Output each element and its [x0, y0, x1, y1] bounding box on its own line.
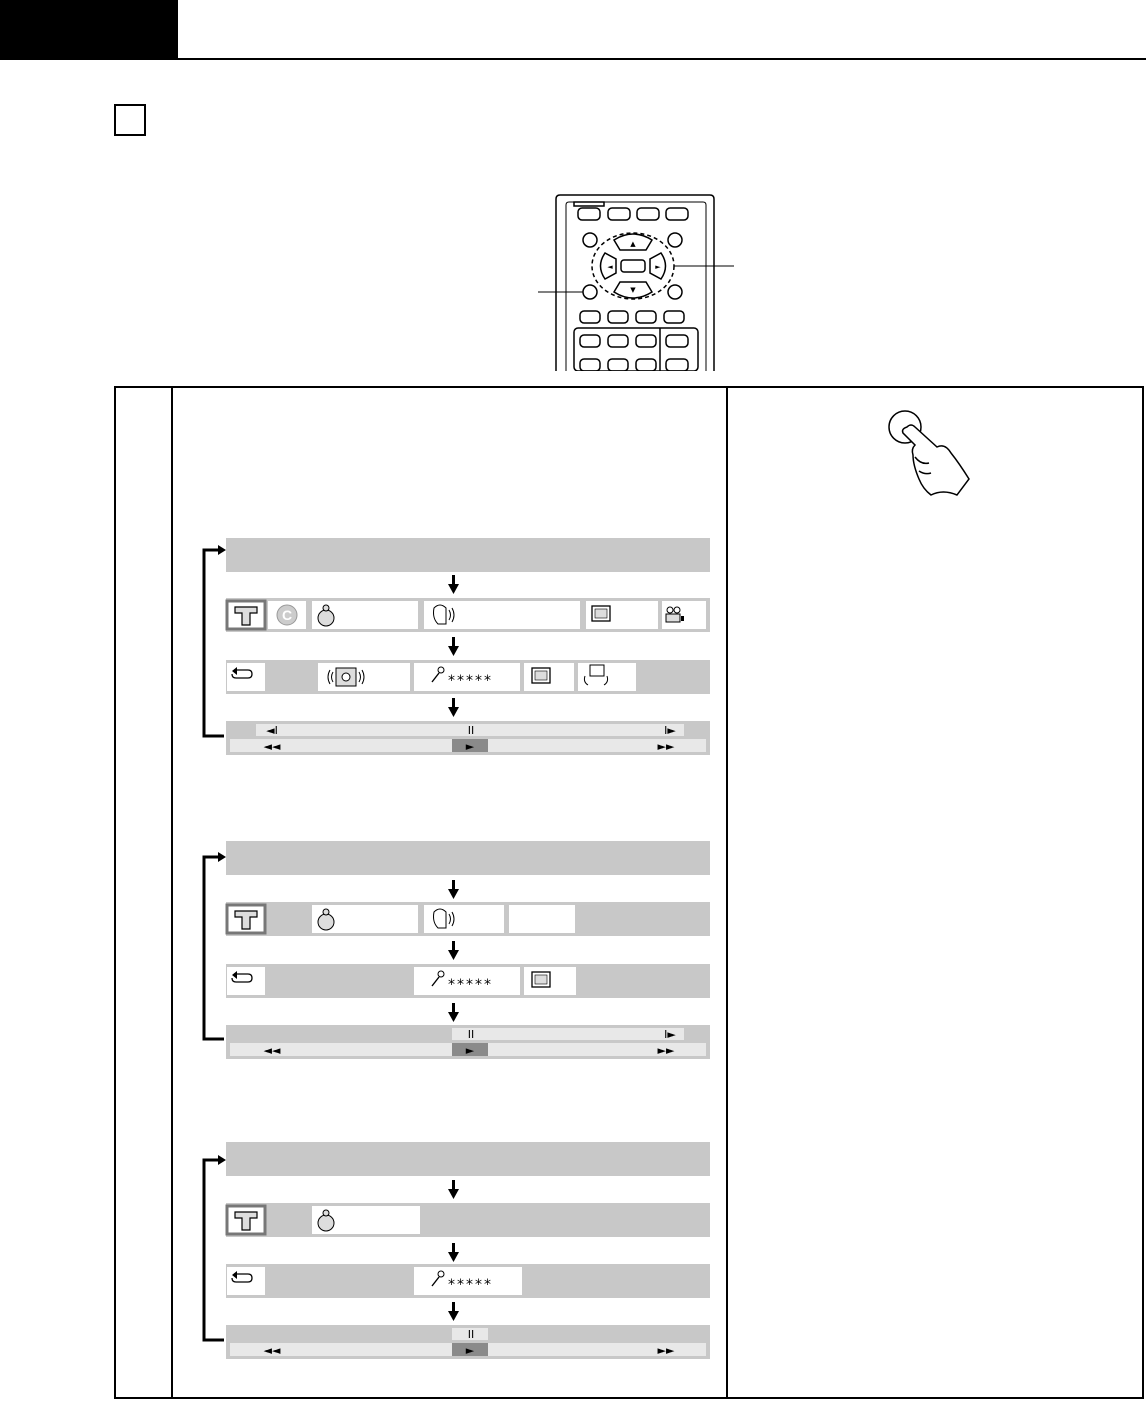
remote-left-glyph: ◄: [607, 263, 613, 271]
fast-forward-icon: ►►: [657, 740, 675, 753]
skip-back-icon: ◄I: [266, 724, 278, 737]
subtitle-icon: [592, 606, 610, 621]
menu-cycle-diagram-2: [196, 837, 716, 1062]
header-rule: [0, 58, 1146, 60]
table-column-divider: [171, 386, 173, 1399]
remote-up-glyph: ▲: [630, 240, 636, 248]
svg-text:C: C: [281, 607, 293, 623]
karaoke-stars: *****: [448, 977, 493, 993]
rewind-icon: ◄◄: [263, 740, 281, 753]
fast-forward-icon: ►►: [657, 1344, 675, 1357]
picture-icon: [532, 668, 550, 683]
pause-icon: II: [467, 1328, 475, 1341]
fast-forward-icon: ►►: [657, 1044, 675, 1057]
karaoke-stars: *****: [448, 673, 493, 689]
skip-forward-icon: I►: [664, 1028, 676, 1041]
section-tab: [0, 0, 178, 58]
chapter-icon: [277, 605, 297, 625]
menu-cycle-diagram-1: [196, 534, 716, 764]
picture-icon: [532, 972, 550, 987]
karaoke-stars: *****: [448, 1277, 493, 1293]
hand-press-button-icon: [885, 405, 985, 500]
rewind-icon: ◄◄: [263, 1044, 281, 1057]
rewind-icon: ◄◄: [263, 1344, 281, 1357]
remote-control-illustration: [538, 193, 738, 371]
pause-icon: II: [467, 724, 475, 737]
skip-forward-icon: I►: [664, 724, 676, 737]
step-number-box: [114, 104, 146, 136]
menu-cycle-diagram-3: [196, 1138, 716, 1363]
remote-down-glyph: ▼: [630, 286, 636, 294]
play-icon: ►: [465, 740, 475, 753]
play-icon: ►: [465, 1044, 475, 1057]
table-column-divider: [726, 386, 728, 1399]
pause-icon: II: [467, 1028, 475, 1041]
remote-right-glyph: ►: [655, 263, 661, 271]
play-icon: ►: [465, 1344, 475, 1357]
